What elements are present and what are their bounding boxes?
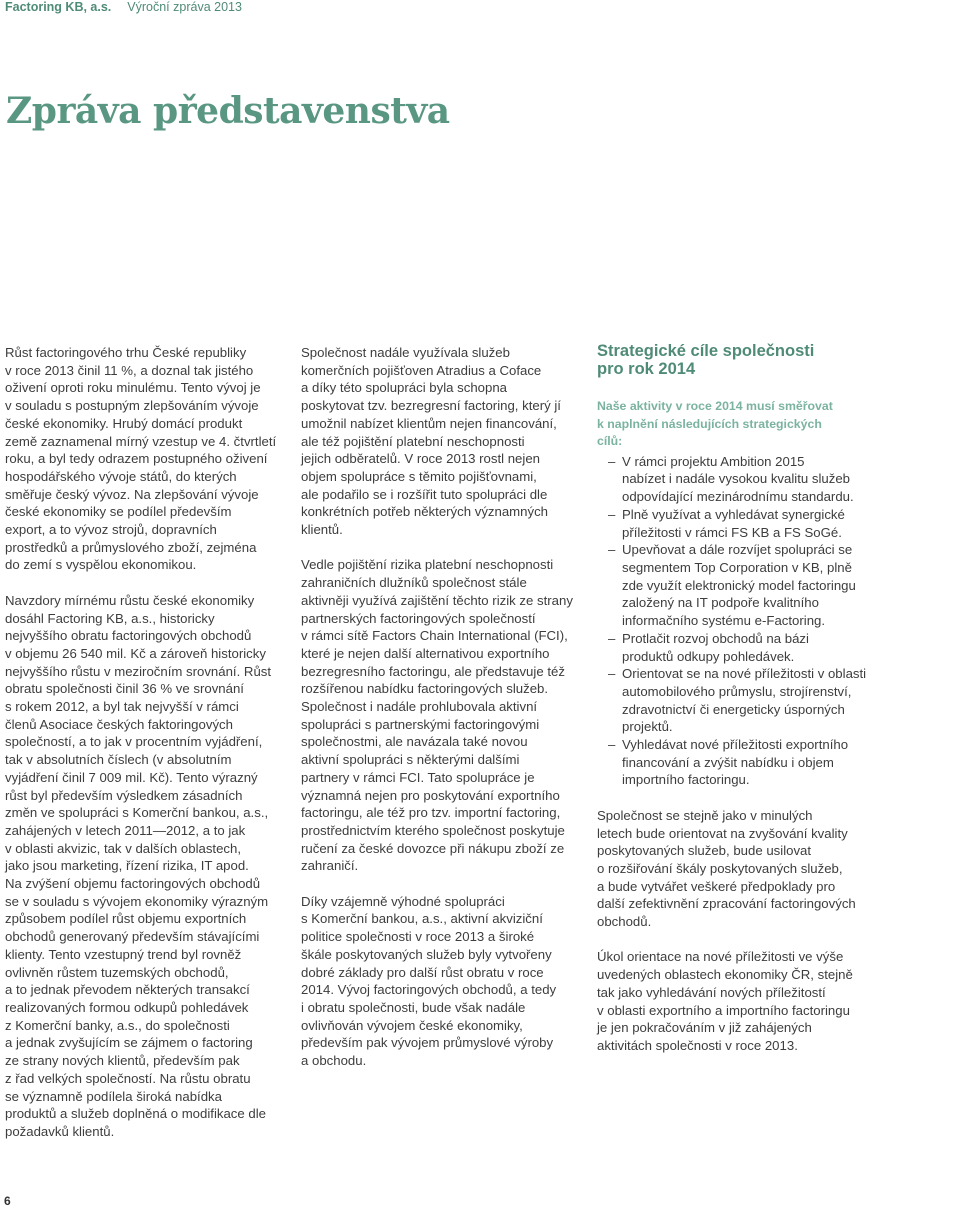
dash-bullet: – (608, 453, 616, 469)
list-item (597, 541, 877, 630)
dash-bullet: – (608, 506, 616, 522)
dash-bullet: – (608, 542, 616, 558)
paragraph: Růst factoringového trhu České republiky v roce 2013 činil 11 %, a doznal tak jistého oživení oproti roku minulému. Tento vývoj je v souladu s postupným zlepšováním vývoje české ekonomiky. Hrubý domácí produkt země zaznamenal mírný vzestup ve 4. čtvrtletí roku, a byl tedy odrazem postupného oživení hospodářského vývoje států, do kterých směřuje český vývoz. Na zlepšování vývoje české ekonomiky se podílel především export, a to vývoz strojů, dopravních prostředků a průmyslového zboží, zejména do zemí s vyspělou ekonomikou. (5, 345, 277, 573)
paragraph: Vedle pojištění rizika platební neschopnosti zahraničních dlužníků společnost stále aktivněji využívá zajištění těchto rizik ze strany partnerských factoringových společností v rámci sítě Factors Chain International (FCI), které je nejen další alternativou exportního bezregresního factoringu, ale představuje též rozšířenou nabídku factoringových služeb. Společnost i nadále prohlubovala aktivní spolupráci s partnerskými factoringovými společnostmi, ale navázala také novou aktivní spolupráci s některými dalšími partnery v rámci FCI. Tato spolupráce je významná nejen pro poskytování exportního factoringu, ale též pro tzv. importní factoring, prostřednictvím kterého společnost poskytuje ručení za české dovozce při nákupu zboží ze zahraničí. (301, 557, 573, 874)
section-lead: Naše aktivity v roce 2014 musí směřovat k naplnění následujících strategických cílů: (597, 399, 833, 449)
list-item (597, 453, 877, 506)
list-item-text: Upevňovat a dále rozvíjet spolupráci se segmentem Top Corporation v KB, plně zde využít elektronický model factoringu založený na IT podpoře kvalitního informačního systému e-Factoring. (622, 542, 856, 629)
section-heading: Strategické cíle společnosti pro rok 2014 (597, 342, 815, 378)
goals-list (597, 453, 877, 789)
page-title: Zpráva představenstva (6, 90, 450, 132)
column-2 (301, 344, 581, 1087)
list-item (597, 736, 877, 789)
paragraph: Společnost nadále využívala služeb komerčních pojišťoven Atradius a Coface a díky této spolupráci byla schopna poskytovat tzv. bezregresní factoring, který jí umožnil nabízet klientům nejen financování, ale též pojištění platební neschopnosti jejich odběratelů. V roce 2013 rostl nejen objem spolupráce s těmito pojišťovnami, ale podařilo se i rozšířit tuto spolupráci dle konkrétních potřeb některých významných klientů. (301, 345, 561, 538)
dash-bullet: – (608, 666, 616, 682)
list-item-text: Plně využívat a vyhledávat synergické příležitosti v rámci FS KB a FS SoGé. (622, 506, 845, 540)
list-item-text: Orientovat se na nové příležitosti v oblasti automobilového průmyslu, strojírenství, zdravotnictví či energeticky úsporných projektů. (622, 666, 867, 735)
list-item (597, 630, 877, 665)
page-number: 6 (4, 1194, 11, 1208)
list-item (597, 506, 877, 541)
paragraph: Úkol orientace na nové příležitosti ve výše uvedených oblastech ekonomiky ČR, stejně tak jako vyhledávání nových příležitostí v oblasti exportního a importního factoringu je jen pokračováním v již zahájených aktivitách společnosti v roce 2013. (597, 949, 853, 1053)
dash-bullet: – (608, 630, 616, 646)
page-header (5, 0, 242, 14)
dash-bullet: – (608, 737, 616, 753)
list-item-text: Vyhledávat nové příležitosti exportního financování a zvýšit nabídku i objem importního factoringu. (622, 737, 849, 788)
list-item-text: Protlačit rozvoj obchodů na bázi produktů odkupy pohledávek. (622, 630, 809, 664)
column-3 (597, 342, 877, 1072)
paragraph: Společnost se stejně jako v minulých letech bude orientovat na zvyšování kvality poskytovaných služeb, bude usilovat o rozšiřování škály poskytovaných služeb, a bude vytvářet veškeré předpoklady pro další zefektivnění zpracování factoringových obchodů. (597, 807, 856, 930)
header-report: Výroční zpráva 2013 (127, 0, 242, 14)
paragraph: Navzdory mírnému růstu české ekonomiky dosáhl Factoring KB, a.s., historicky nejvyššího obratu factoringových obchodů v objemu 26 540 mil. Kč a zároveň historicky nejvyššího růstu v meziročním srovnání. Růst obratu společnosti činil 36 % ve srovnání s rokem 2012, a byl tak nejvyšší v rámci členů Asociace českých faktoringových společností, a to jak v procentním vyjádření, tak v absolutních číslech (v absolutním vyjádření činil 7 009 mil. Kč). Tento výrazný růst byl především výsledkem zásadních změn ve spolupráci s Komerční bankou, a.s., zahájených v letech 2011—2012, a to jak v oblasti akvizic, tak v dalších oblastech, jako jsou marketing, řízení rizika, IT apod. Na zvýšení objemu factoringových obchodů se v souladu s vývojem ekonomiky výrazným způsobem podílel růst objemu exportních obchodů generovaný především stávajícími klienty. Tento vzestupný trend byl rovněž ovlivněn růstem tuzemských obchodů, a to jednak převodem některých transakcí realizovaných formou odkupů pohledávek z Komerční banky, a.s., do společnosti a jednak zvyšujícím se zájmem o factoring ze strany nových klientů, především pak z řad velkých společností. Na růstu obratu se významně podílela široká nabídka produktů a služeb doplněná o modifikace dle požadavků klientů. (5, 592, 272, 1139)
paragraph: Díky vzájemně výhodné spolupráci s Komerční bankou, a.s., aktivní akviziční politice společnosti v roce 2013 a široké škále poskytovaných služeb byly vytvořeny dobré základy pro další růst obratu v roce 2014. Vývoj factoringových obchodů, a tedy i obratu společnosti, bude však nadále ovlivňován vývojem české ekonomiky, především pak vývojem průmyslové výroby a obchodu. (301, 893, 557, 1069)
list-item-text: V rámci projektu Ambition 2015 nabízet i nadále vysokou kvalitu služeb odpovídající mezinárodnímu standardu. (622, 453, 854, 505)
column-1 (5, 344, 285, 1158)
list-item (597, 665, 877, 736)
header-company: Factoring KB, a.s. (5, 0, 112, 14)
